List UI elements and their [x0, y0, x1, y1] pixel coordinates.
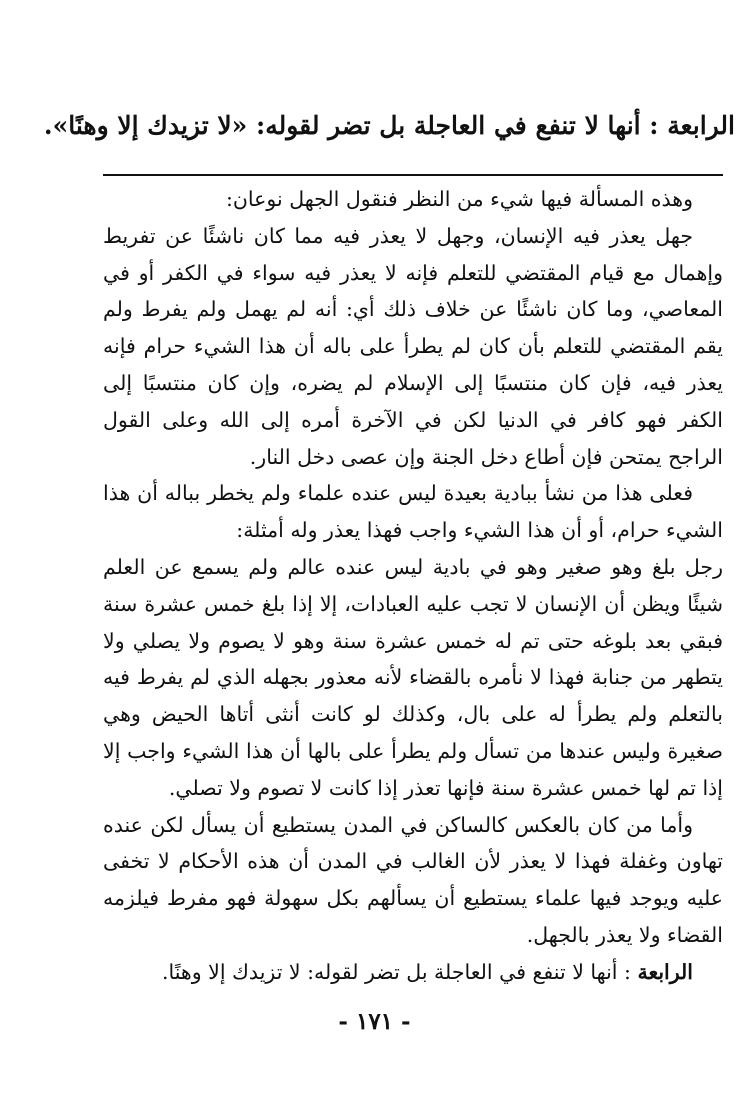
- header-divider: [103, 174, 723, 176]
- closing-text: : أنها لا تنفع في العاجلة بل تضر لقوله: لا تزيدك إلا وهنًا.: [161, 959, 631, 984]
- paragraph-closing: [103, 954, 723, 991]
- paragraph-city-case: وأما من كان بالعكس كالساكن في المدن يستطيع أن يسأل لكن عنده تهاون وغفلة فهذا لا يعذر لأن الغالب في المدن أن هذه الأحكام لا تخفى عليه ويوجد فيها علماء يستطيع أن يسألهم بكل سهولة فهو مفرط فيلزمه القضاء ولا يعذر بالجهل.: [103, 812, 723, 947]
- header-text: : أنها لا تنفع في العاجلة بل تضر لقوله: «لا تزيدك إلا وهنًا».: [43, 111, 659, 140]
- running-header: [43, 100, 735, 152]
- closing-lead: الرابعة: [637, 959, 693, 984]
- paragraph-ignorance-types: جهل يعذر فيه الإنسان، وجهل لا يعذر فيه مما كان ناشئًا عن تفريط وإهمال مع قيام المقتضي للتعلم فإنه لا يعذر فيه سواء في الكفر أو في المعاصي، وما كان ناشئًا عن خلاف ذلك أي: أنه لم يهمل ولم يفرط ولم يقم المقتضي للتعلم بأن كان لم يطرأ على باله أن هذا الشيء حرام فإنه يعذر فيه، فإن كان منتسبًا إلى الإسلام لم يضره، وإن كان منتسبًا إلى الكفر فهو كافر في الدنيا لكن في الآخرة أمره إلى الله وعلى القول الراجح يمتحن فإن أطاع دخل الجنة وإن عصى دخل النار.: [103, 223, 723, 469]
- header-lead: الرابعة: [667, 111, 735, 140]
- page-number: - ١٧١ -: [338, 1008, 411, 1035]
- paragraph-desert-case: فعلى هذا من نشأ ببادية بعيدة ليس عنده علماء ولم يخطر بباله أن هذا الشيء حرام، أو أن هذا الشيء واجب فهذا يعذر وله أمثلة:: [103, 481, 723, 543]
- paragraph-intro: وهذه المسألة فيها شيء من النظر فنقول الجهل نوعان:: [225, 187, 693, 211]
- paragraph-examples: رجل بلغ وهو صغير وهو في بادية ليس عنده عالم ولم يسمع عن العلم شيئًا ويظن أن الإنسان لا تجب عليه العبادات، إلا إذا بلغ خمس عشرة سنة فبقي بعد بلوغه حتى تم له خمس عشرة سنة وهو لا يصوم ولا يصلي ولا يتطهر من جنابة فهذا لا نأمره بالقضاء لأنه معذور بجهله الذي لم يفرط فيه بالتعلم ولم يطرأ له على بال، وكذلك لو كانت أنثى أتاها الحيض وهي صغيرة وليس عندها من تسأل ولم يطرأ على بالها أن هذا الشيء واجب إلا إذا تم لها خمس عشرة سنة فإنها تعذر إذا كانت لا تصوم ولا تصلي.: [103, 554, 723, 800]
- body-text: [103, 181, 723, 991]
